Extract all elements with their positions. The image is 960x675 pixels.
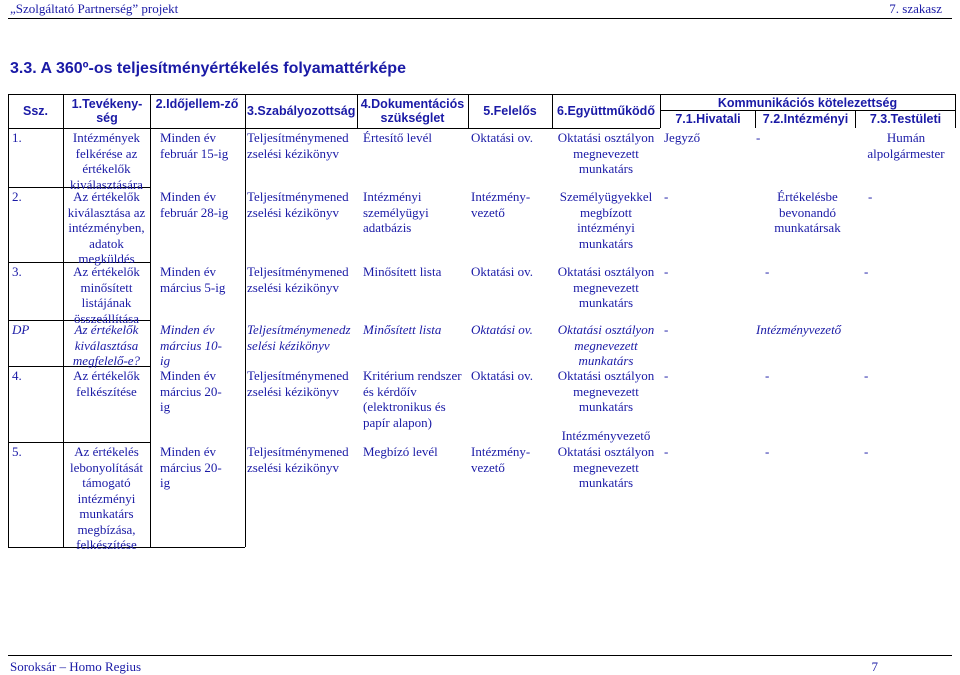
row-activity: Az értékelők felkészítése: [73, 368, 140, 399]
row-regulation: Teljesítménymened zselési kézikönyv: [247, 130, 349, 161]
section-title: 3.3. A 360º-os teljesítményértékelés folyamattérképe: [10, 60, 406, 77]
row-number: 3.: [12, 264, 22, 279]
col-header-time: 2.Időjellem-ző: [155, 97, 239, 111]
row-cooperating: Oktatási osztályon megnevezett munkatárs: [557, 444, 655, 490]
col-header-communication: Kommunikációs kötelezettség: [717, 96, 898, 110]
row-documentation: Intézményi személyügyi adatbázis: [363, 189, 429, 235]
row-board: -: [868, 189, 873, 204]
row-board: -: [864, 444, 869, 459]
row-number: 5.: [12, 444, 22, 459]
row-time: Minden év február 28-ig: [160, 189, 229, 220]
row-responsible: Intézmény-vezető: [471, 189, 531, 220]
row-activity: Az értékelők minősített listájának összeállítása: [73, 264, 140, 326]
page-footer: [8, 655, 952, 674]
row-institutional: -: [765, 444, 770, 459]
row-cooperating: Oktatási osztályon megnevezett munkatárs: [557, 368, 655, 414]
row-documentation: Minősített lista: [363, 264, 442, 279]
row-number: DP: [12, 322, 30, 337]
row-responsible: Intézmény-vezető: [471, 444, 531, 475]
header-section: 7. szakasz: [889, 1, 942, 16]
row-regulation: Teljesítménymened zselési kézikönyv: [247, 189, 349, 220]
row-board: Humán alpolgármester: [867, 130, 945, 161]
col-header-responsible: 5.Felelős: [483, 104, 537, 118]
row-activity: Intézmények felkérése az értékelők kiválasztására: [70, 130, 143, 192]
col-header-regulation: 3.Szabályozottság: [247, 104, 356, 118]
row-board: -: [864, 368, 869, 383]
row-responsible: Oktatási ov.: [471, 368, 533, 383]
row-institutional: -: [765, 264, 770, 279]
page-header: [8, 0, 952, 19]
row-documentation: Megbízó levél: [363, 444, 438, 459]
row-regulation: Teljesítménymenedz selési kézikönyv: [247, 322, 351, 353]
row-institutional: Intézményvezető: [756, 322, 842, 337]
row-cooperating: Oktatási osztályon megnevezett munkatárs: [557, 130, 655, 176]
row-time: Minden év február 15-ig: [160, 130, 229, 161]
row-time: Minden év március 20-ig: [160, 368, 222, 414]
page-number: 7: [871, 659, 878, 674]
row-cooperating: Személyügyekkel megbízott intézményi munkatárs: [559, 189, 653, 251]
row-responsible: Oktatási ov.: [471, 130, 533, 145]
row-official: -: [664, 322, 669, 337]
row-activity: Az értékelők kiválasztása az intézményben, adatok megküldés: [67, 189, 146, 266]
col-header-board: 7.3.Testületi: [869, 112, 942, 126]
row-cooperating-2: Intézményvezető: [561, 428, 651, 443]
row-time: Minden év március 20-ig: [160, 444, 222, 490]
footer-org: Soroksár – Homo Regius: [10, 659, 142, 674]
row-official: Jegyző: [664, 130, 701, 145]
row-board: -: [864, 264, 869, 279]
row-regulation: Teljesítménymened zselési kézikönyv: [247, 264, 349, 295]
header-project: „Szolgáltató Partnerség” projekt: [10, 1, 179, 16]
row-activity: Az értékelés lebonyolítását támogató intézményi munkatárs megbízása, felkészítése: [70, 444, 143, 552]
col-header-institutional: 7.2.Intézményi: [762, 112, 849, 126]
row-official: -: [664, 189, 669, 204]
row-cooperating: Oktatási osztályon megnevezett munkatárs: [557, 264, 655, 310]
col-header-documentation: 4.Dokumentációs szükséglet: [360, 97, 465, 125]
row-regulation: Teljesítménymened zselési kézikönyv: [247, 444, 349, 475]
row-official: -: [664, 264, 669, 279]
col-header-ssz: Ssz.: [22, 104, 48, 118]
row-institutional: -: [756, 130, 761, 145]
col-header-activity: 1.Tevékeny-ség: [71, 97, 143, 125]
row-institutional: Értékelésbe bevonandó munkatársak: [774, 189, 841, 235]
row-documentation: Kritérium rendszer és kérdőív (elektronikus és papír alapon): [363, 368, 462, 430]
row-responsible: Oktatási ov.: [471, 264, 533, 279]
row-institutional: -: [765, 368, 770, 383]
row-official: -: [664, 444, 669, 459]
col-header-cooperating: 6.Együttműködő: [557, 104, 655, 118]
col-header-official: 7.1.Hivatali: [675, 112, 741, 126]
row-responsible: Oktatási ov.: [471, 322, 533, 337]
row-number: 4.: [12, 368, 22, 383]
row-cooperating: Oktatási osztályon megnevezett munkatárs: [557, 322, 655, 368]
row-time: Minden év március 10-ig: [160, 322, 222, 368]
row-time: Minden év március 5-ig: [160, 264, 226, 295]
row-documentation: Értesítő levél: [363, 130, 432, 145]
row-official: -: [664, 368, 669, 383]
row-documentation: Minősített lista: [363, 322, 442, 337]
row-regulation: Teljesítménymened zselési kézikönyv: [247, 368, 349, 399]
row-number: 1.: [12, 130, 22, 145]
row-number: 2.: [12, 189, 22, 204]
row-activity: Az értékelők kiválasztása megfelelő-e?: [72, 322, 141, 368]
